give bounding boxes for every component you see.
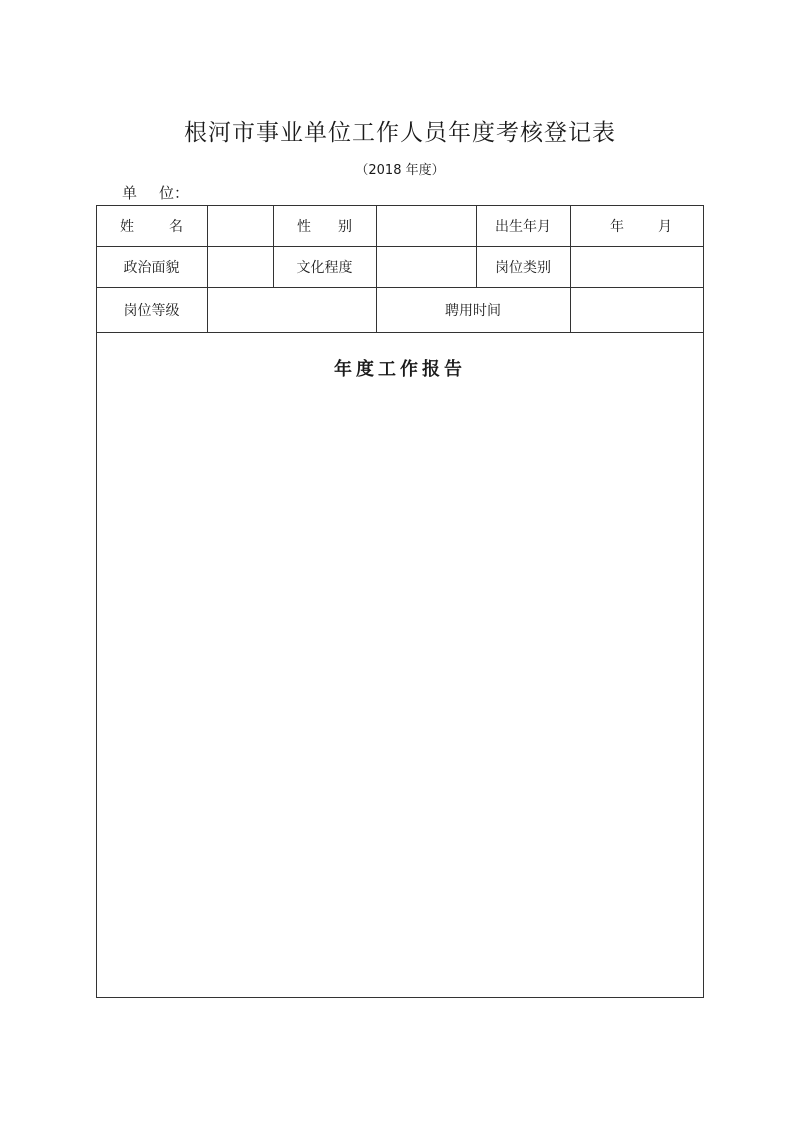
annual-report-body[interactable] xyxy=(97,395,703,996)
row-divider xyxy=(96,332,704,333)
birth-date-value[interactable] xyxy=(570,205,704,246)
gender-label-b: 别 xyxy=(338,218,352,235)
education-level-label: 文化程度 xyxy=(296,259,353,276)
annual-report-heading: 年度工作报告 xyxy=(334,359,466,380)
gender-value[interactable] xyxy=(376,205,476,246)
education-level-value[interactable] xyxy=(376,246,476,287)
gender-label-a: 性 xyxy=(297,218,311,235)
document-subtitle: （2018 年度） xyxy=(355,163,445,178)
birth-month-label: 月 xyxy=(658,218,672,235)
name-label xyxy=(96,205,207,246)
post-type-label: 岗位类别 xyxy=(495,259,551,276)
post-level-value[interactable] xyxy=(207,287,376,332)
document-title: 根河市事业单位工作人员年度考核登记表 xyxy=(184,120,616,146)
political-status-label: 政治面貌 xyxy=(123,259,180,276)
name-label-b: 名 xyxy=(169,218,183,235)
unit-label-a: 单 xyxy=(122,184,138,202)
name-value[interactable] xyxy=(207,205,273,246)
birth-date-label: 出生年月 xyxy=(495,218,551,235)
post-type-value[interactable] xyxy=(570,246,704,287)
birth-year-label: 年 xyxy=(610,218,624,235)
post-level-label: 岗位等级 xyxy=(123,302,180,319)
unit-label xyxy=(122,182,189,203)
hire-time-label: 聘用时间 xyxy=(445,302,501,319)
political-status-value[interactable] xyxy=(207,246,273,287)
hire-time-value[interactable] xyxy=(570,287,704,332)
unit-label-b: 位： xyxy=(159,184,190,202)
name-label-a: 姓 xyxy=(120,218,134,235)
gender-label xyxy=(273,205,376,246)
